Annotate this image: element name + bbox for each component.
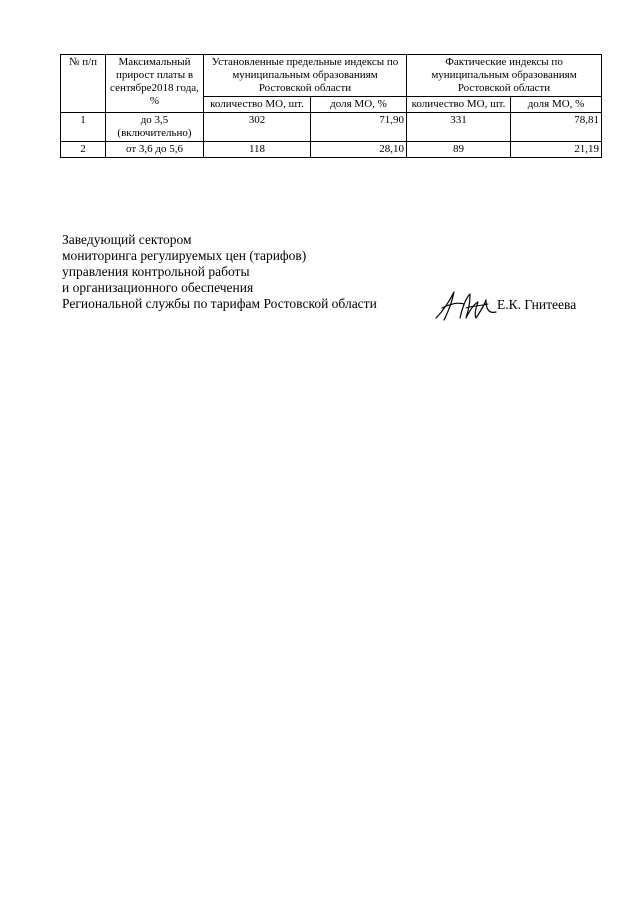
header-share-mo-established: доля МО, %	[311, 97, 407, 113]
cell-range: до 3,5 (включительно)	[106, 113, 204, 142]
signatory-name: Е.К. Гнитеева	[497, 297, 577, 312]
signature-line: мониторинга регулируемых цен (тарифов)	[62, 248, 307, 263]
cell-est-share: 28,10	[311, 142, 407, 158]
header-established-indices: Установленные предельные индексы по муниципальным образованиям Ростовской области	[204, 55, 407, 97]
cell-est-count: 118	[204, 142, 311, 158]
table-row	[61, 113, 602, 142]
cell-est-share: 71,90	[311, 113, 407, 142]
header-max-increase: Максимальный прирост платы в сентябре2018 года, %	[106, 55, 204, 113]
signature-line: управления контрольной работы	[62, 264, 250, 279]
handwritten-signature	[430, 288, 500, 324]
table-row	[61, 142, 602, 158]
cell-est-count: 302	[204, 113, 311, 142]
table-header-row	[61, 55, 602, 97]
header-num: № п/п	[61, 55, 106, 113]
cell-act-share: 21,19	[511, 142, 602, 158]
signature-line: Заведующий сектором	[62, 232, 192, 247]
cell-act-count: 89	[407, 142, 511, 158]
signature-block	[62, 232, 377, 312]
cell-act-count: 331	[407, 113, 511, 142]
header-share-mo-actual: доля МО, %	[511, 97, 602, 113]
header-actual-indices: Фактические индексы по муниципальным образованиям Ростовской области	[407, 55, 602, 97]
signature-line: и организационного обеспечения	[62, 280, 254, 295]
cell-num: 2	[61, 142, 106, 158]
signature-line: Региональной службы по тарифам Ростовской области	[62, 296, 377, 311]
indices-table	[60, 54, 602, 158]
cell-act-share: 78,81	[511, 113, 602, 142]
header-count-mo-actual: количество МО, шт.	[407, 97, 511, 113]
cell-range: от 3,6 до 5,6	[106, 142, 204, 158]
cell-num: 1	[61, 113, 106, 142]
header-count-mo-established: количество МО, шт.	[204, 97, 311, 113]
